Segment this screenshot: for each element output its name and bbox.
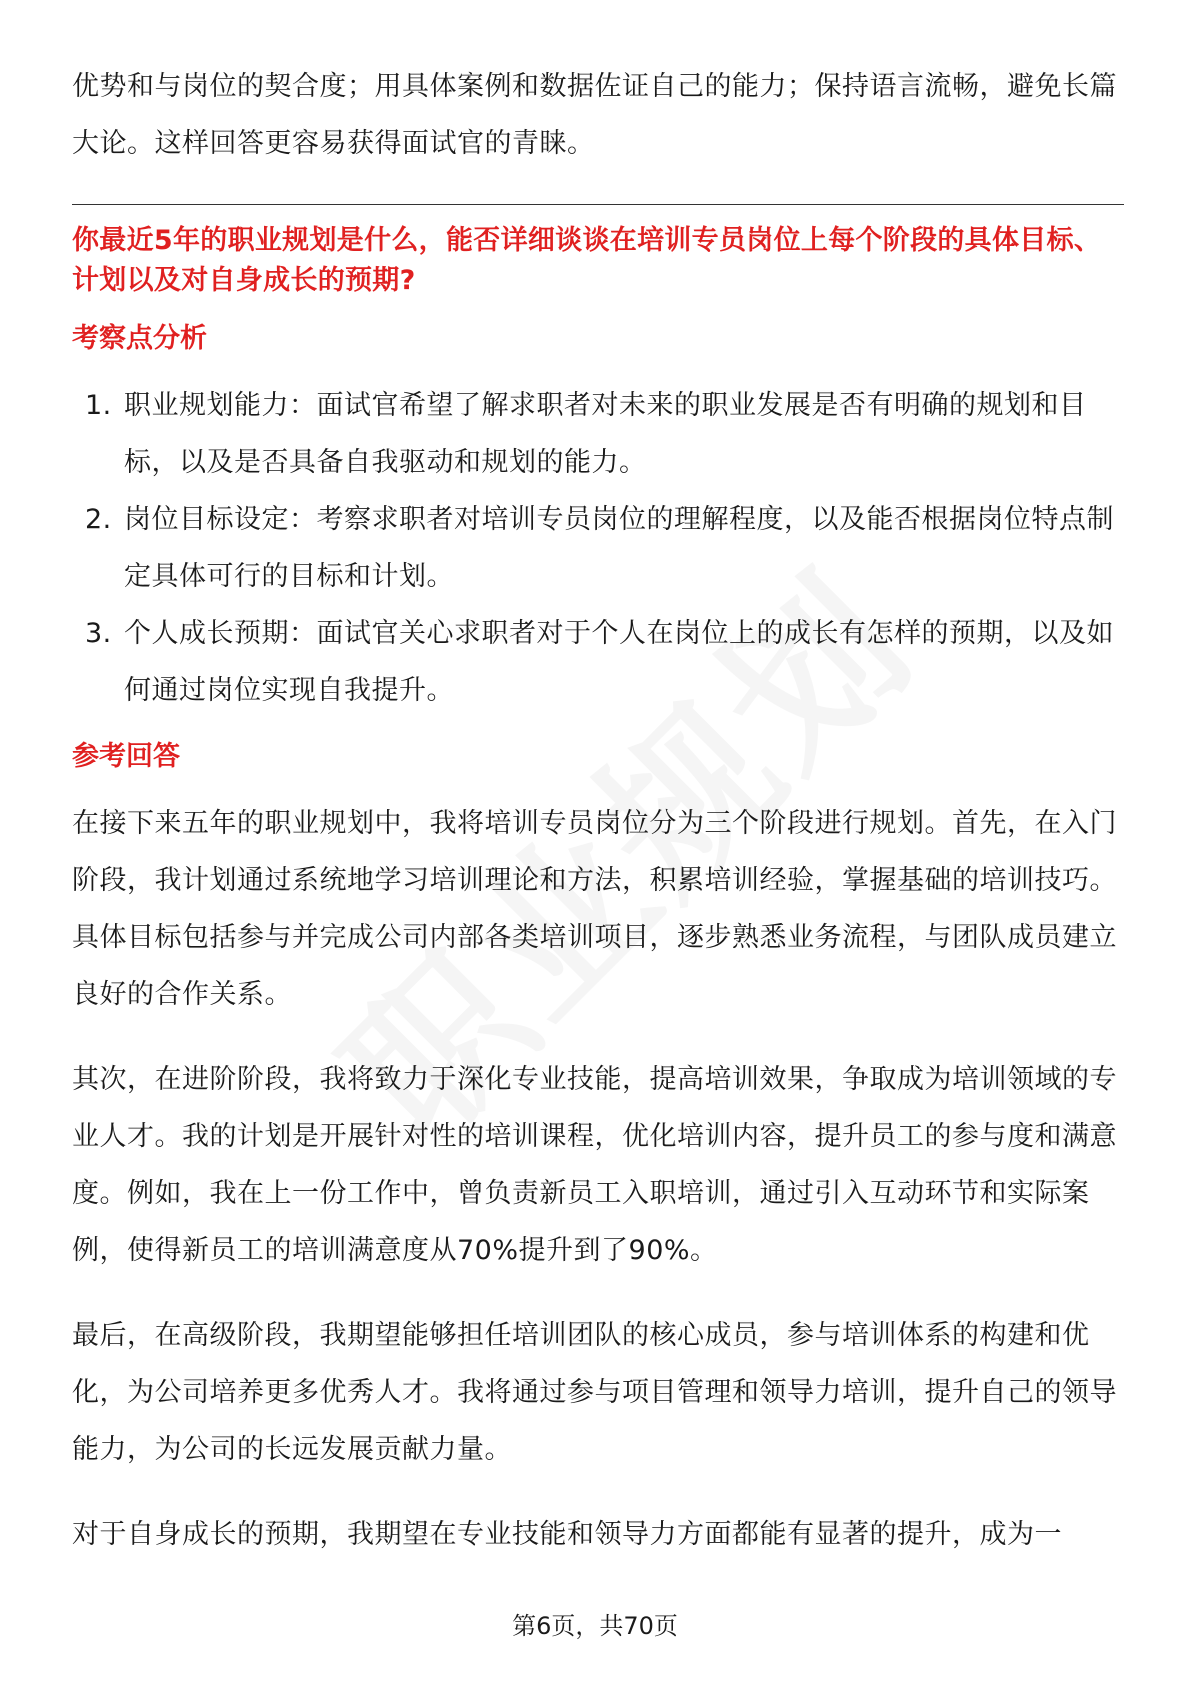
answer-title: 参考回答	[72, 741, 180, 772]
answer-paragraph: 在接下来五年的职业规划中，我将培训专员岗位分为三个阶段进行规划。首先，在入门阶段，我计划通过系统地学习培训理论和方法，积累培训经验，掌握基础的培训技巧。具体目标包括参与并完成公司内部各类培训项目，逐步熟悉业务流程，与团队成员建立良好的合作关系。	[72, 808, 1117, 1010]
answer-paragraph: 最后，在高级阶段，我期望能够担任培训团队的核心成员，参与培训体系的构建和优化，为公司培养更多优秀人才。我将通过参与项目管理和领导力培训，提升自己的领导能力，为公司的长远发展贡献力量。	[72, 1320, 1117, 1465]
list-number: 2.	[85, 504, 112, 535]
analysis-list	[72, 377, 1124, 719]
list-number: 3.	[85, 618, 112, 649]
section-divider	[72, 204, 1124, 205]
analysis-item	[72, 491, 1124, 605]
answer-paragraph: 其次，在进阶阶段，我将致力于深化专业技能，提高培训效果，争取成为培训领域的专业人才。我的计划是开展针对性的培训课程，优化培训内容，提升员工的参与度和满意度。例如，我在上一份工作中，曾负责新员工入职培训，通过引入互动环节和实际案例，使得新员工的培训满意度从70%提升到了90%。	[72, 1064, 1117, 1266]
page-content	[72, 58, 1124, 1591]
list-item-text: 职业规划能力：面试官希望了解求职者对未来的职业发展是否有明确的规划和目标，以及是否具备自我驱动和规划的能力。	[124, 390, 1087, 478]
page-footer: 第6页，共70页	[512, 1612, 678, 1640]
list-item-text: 岗位目标设定：考察求职者对培训专员岗位的理解程度，以及能否根据岗位特点制定具体可行的目标和计划。	[124, 504, 1114, 592]
analysis-item	[72, 377, 1124, 491]
answer-paragraph: 对于自身成长的预期，我期望在专业技能和领导力方面都能有显著的提升，成为一	[72, 1519, 1062, 1550]
answer-body	[72, 795, 1124, 1563]
list-item-text: 个人成长预期：面试官关心求职者对于个人在岗位上的成长有怎样的预期，以及如何通过岗位实现自我提升。	[124, 618, 1114, 706]
analysis-title: 考察点分析	[72, 323, 207, 354]
question-heading: 你最近5年的职业规划是什么，能否详细谈谈在培训专员岗位上每个阶段的具体目标、计划以及对自身成长的预期?	[72, 225, 1102, 296]
analysis-item	[72, 605, 1124, 719]
intro-paragraph: 优势和与岗位的契合度；用具体案例和数据佐证自己的能力；保持语言流畅，避免长篇大论。这样回答更容易获得面试官的青睐。	[72, 71, 1117, 159]
list-number: 1.	[85, 390, 112, 421]
